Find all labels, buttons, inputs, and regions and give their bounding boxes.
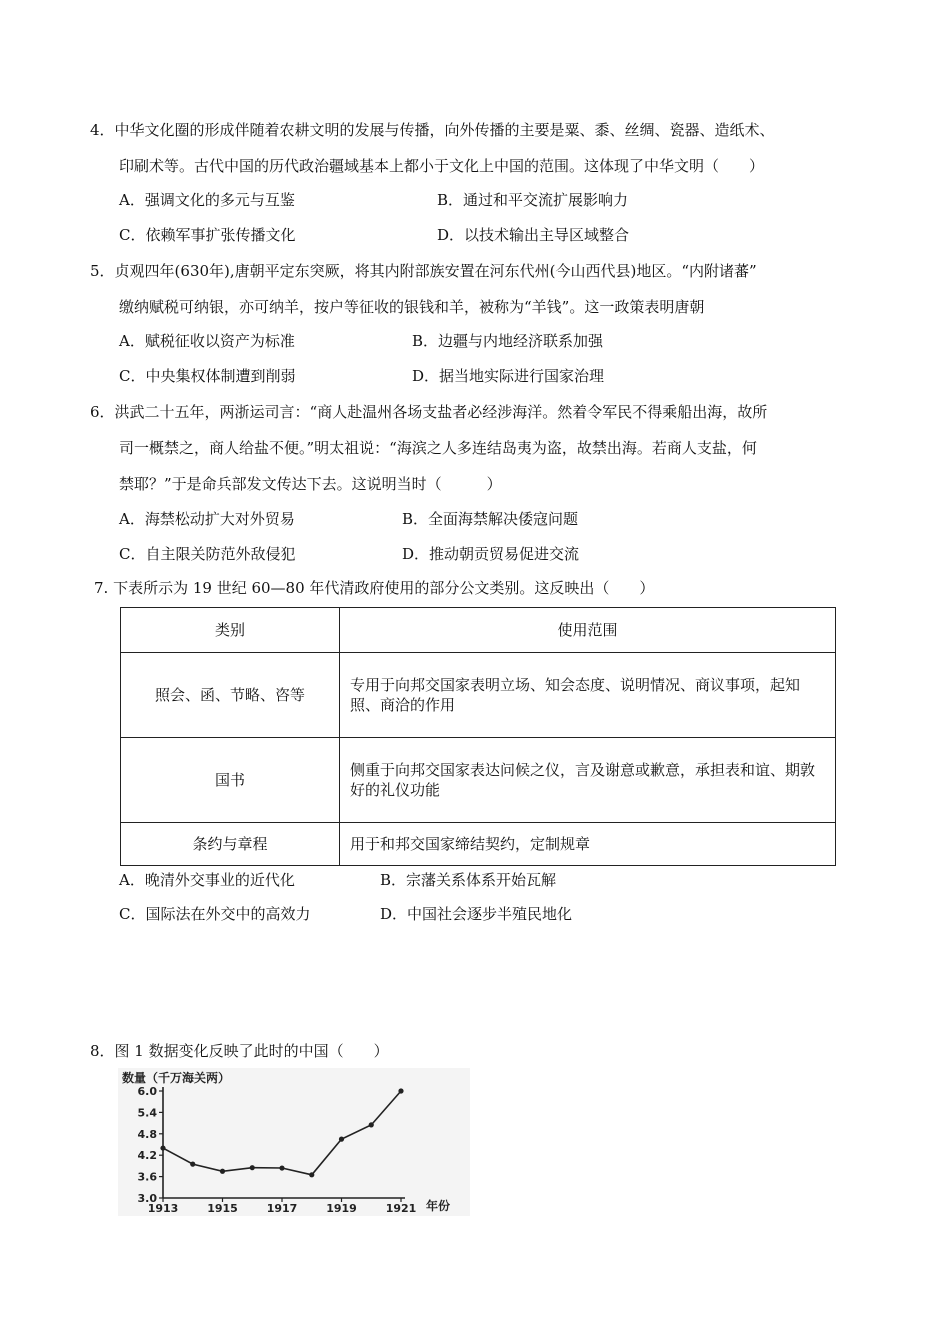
q7-option-a[interactable]: A．晚清外交事业的近代化	[119, 871, 295, 889]
chart-data-point	[220, 1169, 225, 1174]
q4-option-d[interactable]: D．以技术输出主导区域整合	[437, 226, 630, 244]
q6-option-b[interactable]: B．全面海禁解决倭寇问题	[402, 510, 579, 528]
chart-y-tick-label: 4.8	[137, 1127, 157, 1141]
q5-stem-line2: 缴纳赋税可纳银，亦可纳羊，按户等征收的银钱和羊，被称为“羊钱”。这一政策表明唐朝	[119, 298, 705, 316]
chart-data-point	[369, 1122, 374, 1127]
chart-x-tick-label: 1921	[385, 1202, 417, 1215]
chart-y-tick-label: 5.4	[137, 1106, 157, 1120]
q7-option-d[interactable]: D．中国社会逐步半殖民地化	[380, 905, 573, 923]
chart-data-point	[279, 1165, 284, 1170]
chart-data-point	[190, 1162, 195, 1167]
q4-stem-line2: 印刷术等。古代中国的历代政治疆域基本上都小于文化上中国的范围。这体现了中华文明（ ）	[119, 157, 765, 175]
q7-table-cell-usage: 用于和邦交国家缔结契约，定制规章	[340, 823, 836, 866]
q6-option-a[interactable]: A．海禁松动扩大对外贸易	[119, 510, 295, 528]
chart-x-axis-label: 年份	[426, 1199, 451, 1213]
q6-option-d[interactable]: D．推动朝贡贸易促进交流	[402, 545, 580, 563]
q5-stem-line1: 5．贞观四年(630年),唐朝平定东突厥，将其内附部族安置在河东代州(今山西代县)地区。“内附诸蕃”	[90, 262, 757, 280]
chart-y-axis-label: 数量（千万海关两）	[122, 1071, 231, 1085]
q5-option-b[interactable]: B．边疆与内地经济联系加强	[412, 332, 604, 350]
q4-option-a[interactable]: A．强调文化的多元与互鉴	[119, 191, 295, 209]
q4-stem-line1: 4．中华文化圈的形成伴随着农耕文明的发展与传播，向外传播的主要是粟、黍、丝绸、瓷器、造纸术、	[90, 121, 775, 139]
q5-option-a[interactable]: A．赋税征收以资产为标准	[119, 332, 295, 350]
q5-option-d[interactable]: D．据当地实际进行国家治理	[412, 367, 605, 385]
q4-option-b[interactable]: B．通过和平交流扩展影响力	[437, 191, 629, 209]
table-row	[121, 653, 836, 738]
q7-table-cell-usage: 侧重于向邦交国家表达问候之仪，言及谢意或歉意，承担表和谊、期敦好的礼仪功能	[340, 738, 836, 823]
chart-data-point	[250, 1165, 255, 1170]
q5-option-c[interactable]: C．中央集权体制遭到削弱	[119, 367, 296, 385]
chart-data-point	[339, 1137, 344, 1142]
q8-stem: 8．图 1 数据变化反映了此时的中国（ ）	[90, 1042, 389, 1060]
q7-stem: 7. 下表所示为 19 世纪 60—80 年代清政府使用的部分公文类别。这反映出（ ）	[94, 579, 655, 597]
table-row	[121, 738, 836, 823]
q6-stem-line1: 6．洪武二十五年，两浙运司言：“商人赴温州各场支盐者必经涉海洋。然着令军民不得乘船出海，故所	[90, 403, 768, 421]
q6-option-c[interactable]: C．自主限关防范外敌侵犯	[119, 545, 296, 563]
q7-table-cell-category: 国书	[121, 738, 340, 823]
chart-y-tick-label: 4.2	[137, 1149, 157, 1163]
q7-table-cell-category: 照会、函、节略、咨等	[121, 653, 340, 738]
q7-option-b[interactable]: B．宗藩关系体系开始瓦解	[380, 871, 557, 889]
q7-table-cell-usage: 专用于向邦交国家表明立场、知会态度、说明情况、商议事项，起知照、商洽的作用	[340, 653, 836, 738]
q7-table	[120, 607, 836, 866]
chart-y-tick-label: 3.0	[137, 1192, 157, 1205]
table-row	[121, 823, 836, 866]
q8-line-chart	[118, 1068, 470, 1216]
q7-table-cell-category: 条约与章程	[121, 823, 340, 866]
q6-stem-line3: 禁耶？”于是命兵部发文传达下去。这说明当时（ ）	[119, 475, 502, 493]
q7-option-c[interactable]: C．国际法在外交中的高效力	[119, 905, 311, 923]
chart-data-point	[160, 1145, 165, 1150]
q7-table-header-category: 类别	[121, 608, 340, 653]
chart-x-tick-label: 1917	[266, 1202, 298, 1215]
chart-x-tick-label: 1913	[147, 1202, 179, 1215]
chart-y-tick-label: 3.6	[137, 1170, 157, 1184]
chart-y-tick-label: 6.0	[137, 1085, 157, 1098]
chart-x-tick-label: 1915	[207, 1202, 238, 1215]
chart-data-point	[309, 1172, 314, 1177]
chart-x-tick-label: 1919	[326, 1202, 357, 1215]
chart-data-point	[398, 1088, 403, 1093]
q6-stem-line2: 司一概禁之，商人给盐不便。”明太祖说：“海滨之人多连结岛夷为盗，故禁出海。若商人支盐，何	[119, 439, 757, 457]
q7-table-header-usage: 使用范围	[340, 608, 836, 653]
q4-option-c[interactable]: C．依赖军事扩张传播文化	[119, 226, 296, 244]
